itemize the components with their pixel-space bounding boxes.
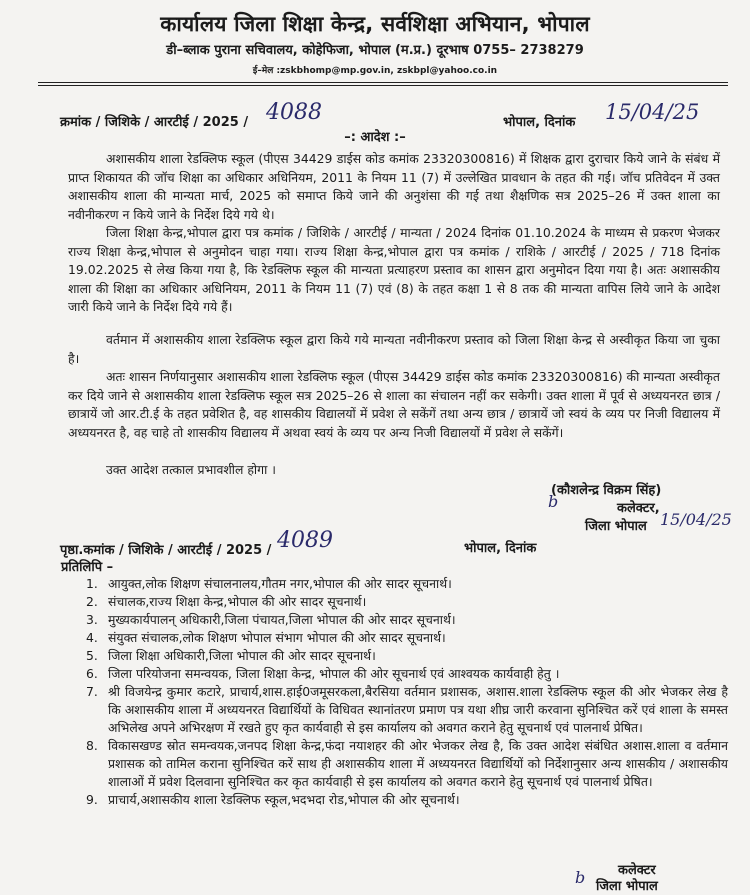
endorsement-initial-mark: b: [575, 868, 586, 887]
order-paragraph-2: जिला शिक्षा केन्द्र,भोपाल द्वारा पत्र कमांक / जिशिके / आरटीई / मान्यता / 2024 दिनांक 01.10.2024 के माध्यम से प्रकरण भेजकर राज्य शिक्षा केन्द्र,भोपाल से अनुमोदन चाहा गया। राज्य शिक्षा केन्द्र,भोपाल द्वारा पत्र कमांक / राशिके / आरटीई / 2025 / 718 दिनांक 19.02.2025 से लेख किया गया है, कि रेडक्लिफ स्कूल की मान्यता प्रत्याहरण प्रस्ताव का शासन द्वारा अनुमोदन दिया गया है। अतः अशासकीय शाला की शिक्षा का अधिकार अधिनियम, 2011 के नियम 11 (7) एवं (8) के तहत कक्षा 1 से 8 तक की मान्यता वापिस लिये जाने के आदेश जारी किये जाने के निर्देश दिये गये हैं।: [68, 225, 720, 314]
list-item-number: 3.: [86, 612, 98, 627]
list-item-number: 1.: [86, 576, 98, 591]
list-item-text: जिला शिक्षा अधिकारी,जिला भोपाल की ओर सादर सूचनार्थ।: [108, 648, 376, 663]
order-signatory-title: कलेक्टर,: [617, 501, 660, 516]
list-item: [86, 629, 728, 647]
list-item-number: 5.: [86, 648, 98, 663]
order-paragraph-3: वर्तमान में अशासकीय शाला रेडक्लिफ स्कूल द्वारा किये गये मान्यता नवीनीकरण प्रस्ताव को जिला शिक्षा केन्द्र से अस्वीकृत किया जा चुका है।: [68, 332, 720, 366]
endorsement-signatory-title: कलेक्टर: [618, 863, 656, 878]
office-email: ई–मेल :zskbhomp@mp.gov.in, zskbpl@yahoo.co.in: [252, 66, 498, 76]
list-item: [86, 593, 728, 611]
order-signature-date: 15/04/25: [660, 510, 732, 529]
list-item-number: 2.: [86, 594, 98, 609]
list-item-text: संचालक,राज्य शिक्षा केन्द्र,भोपाल की ओर सादर सूचनार्थ।: [108, 594, 367, 609]
order-paragraph-5: उक्त आदेश तत्काल प्रभावशील होगा ।: [106, 462, 276, 477]
list-item: [86, 683, 728, 737]
order-title: –: आदेश :–: [344, 130, 406, 145]
list-item-number: 6.: [86, 666, 98, 681]
list-item-number: 8.: [86, 738, 98, 753]
list-item-text: जिला परियोजना समन्वयक, जिला शिक्षा केन्द्र, भोपाल की ओर सूचनार्थ एवं आश्वयक कार्यवाही हेतु ।: [108, 666, 560, 681]
list-item-number: 7.: [86, 684, 98, 699]
order-signatory-place: जिला भोपाल: [585, 519, 647, 534]
order-place-date: भोपाल, दिनांक: [503, 115, 576, 130]
order-signatory-name: (कौशलेन्द्र विक्रम सिंह): [551, 483, 662, 498]
endorsement-place-date: भोपाल, दिनांक: [464, 541, 537, 556]
order-paragraph-4: अतः शासन निर्णयानुसार अशासकीय शाला रेडक्लिफ स्कूल (पीएस 34429 डाईस कोड कमांक 23320300816) की मान्यता अस्वीकृत कर दिये जाने से अशासकीय शाला रेडक्लिफ स्कूल सत्र 2025–26 से शाला का संचालन नहीं कर सकेगी। उक्त शाला में पूर्व से अध्ययनरत छात्र / छात्रायें जो आर.टी.ई के तहत प्रवेशित है, वह शासकीय विद्यालयों में प्रवेश ले सकेंगें तथा अन्य छात्र / छात्रायें जो स्वयं के व्यय पर निजी विद्यालय में अध्ययनरत है, वह चाहे तो शासकीय विद्यालय में अथवा स्वयं के व्यय पर अन्य निजी विद्यालयों में प्रवेश ले सकेंगें।: [68, 369, 720, 440]
list-item-number: 4.: [86, 630, 98, 645]
list-item: [86, 647, 728, 665]
copy-label: प्रतिलिपि –: [61, 560, 114, 575]
list-item-text: संयुक्त संचालक,लोक शिक्षण भोपाल संभाग भोपाल की ओर सादर सूचनार्थ।: [108, 630, 446, 645]
list-item-text: आयुक्त,लोक शिक्षण संचालनालय,गौतम नगर,भोपाल की ओर सादर सूचनार्थ।: [108, 576, 452, 591]
list-item: [86, 611, 728, 629]
order-ref-number: 4088: [266, 100, 322, 125]
list-item: [86, 575, 728, 593]
endorsement-ref-number: 4089: [277, 528, 333, 553]
office-title: कार्यालय जिला शिक्षा केन्द्र, सर्वशिक्षा अभियान, भोपाल: [160, 12, 590, 36]
copy-list: [86, 575, 728, 809]
header-divider-2: [38, 85, 728, 86]
list-item-text: मुख्यकार्यपालन् अधिकारी,जिला पंचायत,जिला भोपाल की ओर सादर सूचनार्थ।: [108, 612, 456, 627]
order-ref-label: क्रमांक / जिशिके / आरटीई / 2025 /: [60, 115, 249, 130]
list-item: [86, 791, 728, 809]
endorsement-ref-label: पृष्ठा.कमांक / जिशिके / आरटीई / 2025 /: [60, 543, 272, 558]
header-divider: [38, 82, 728, 83]
order-date-handwritten: 15/04/25: [605, 100, 700, 124]
list-item-number: 9.: [86, 792, 98, 807]
list-item-text: विकासखण्ड स्रोत समन्वयक,जनपद शिक्षा केन्द्र,फंदा नयाशहर की ओर भेजकर लेख है, कि उक्त आदेश संबंधित अशास.शाला व वर्तमान प्रशासक को तामिल कराना सुनिश्चित करें साथ ही अशासकीय शाला में अध्ययनरत विद्यार्थियों को निर्देशानुसार अन्य शासकीय / अशासकीय शालाओं में प्रवेश दिलवाना सुनिश्चित कर कृत कार्यवाही से इस कार्यालय को अवगत कराने हेतु सूचनार्थ एवं पालनार्थ प्रेषित।: [108, 738, 728, 789]
office-address: डी–ब्लाक पुराना सचिवालय, कोहेफिजा, भोपाल (म.प्र.) दूरभाष 0755– 2738279: [166, 43, 584, 58]
order-paragraph-1: अशासकीय शाला रेडक्लिफ स्कूल (पीएस 34429 डाईस कोड कमांक 23320300816) में शिक्षक द्वारा दुराचार किये जाने के संबंध में प्राप्त शिकायत की जॉच शिक्षा का अधिकार अधिनियम, 2011 के नियम 11 (7) में उल्लेखित प्रावधान के तहत की गई। जॉच प्रतिवेदन में उक्त अशासकीय शाला की मान्यता मार्च, 2025 को समाप्त किये जाने की अनुशंसा की गई तथा शैक्षणिक सत्र 2025–26 में उक्त शाला का नवीनीकरण न किये जाने के निर्देश दिये गये थे।: [68, 151, 720, 222]
endorsement-signatory-place: जिला भोपाल: [596, 879, 658, 894]
list-item-text: श्री विजयेन्द्र कुमार कटारे, प्राचार्य,शास.हाई0जमूसरकला,बैरसिया वर्तमान प्रशासक, अशास.शाला रेडक्लिफ स्कूल की ओर भेजकर लेख है कि अशासकीय शाला में अध्ययनरत विद्यार्थियों के विधिवत स्थानांतरण प्रमाण पत्र यथा शीघ्र जारी करवाना सुनिश्चित करें एवं शाला के समस्त अभिलेख अपने अभिरक्षण में रखते हुए कृत कार्यवाही से इस कार्यालय को अवगत कराने हेतु सूचनार्थ एवं पालनार्थ प्रेषित।: [108, 684, 728, 735]
list-item: [86, 737, 728, 791]
order-initial-mark: b: [548, 492, 559, 511]
list-item: [86, 665, 728, 683]
list-item-text: प्राचार्य,अशासकीय शाला रेडक्लिफ स्कूल,भदभदा रोड,भोपाल की ओर सूचनार्थ।: [108, 792, 460, 807]
